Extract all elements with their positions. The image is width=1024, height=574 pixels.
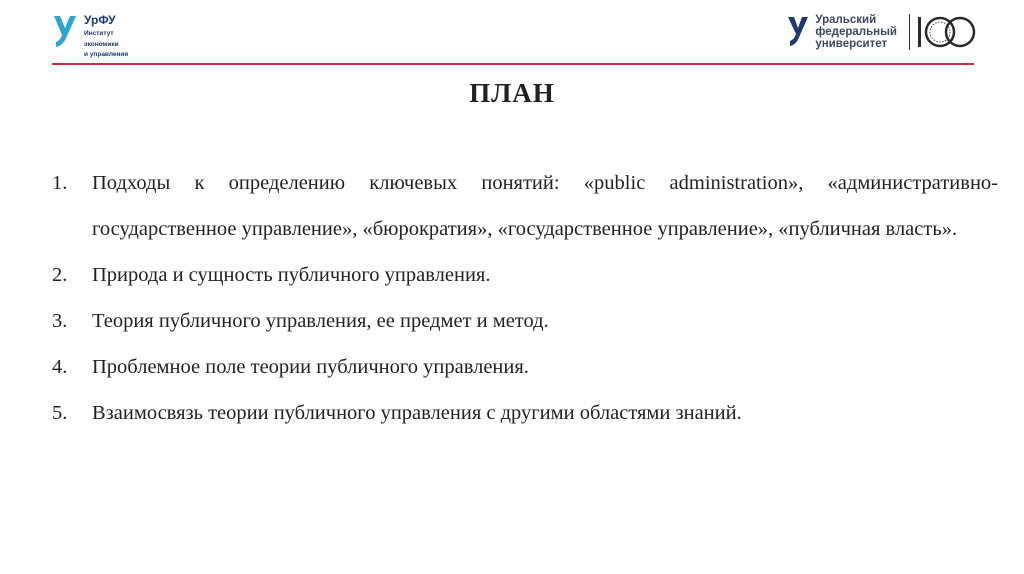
university-line: Уральский <box>815 14 877 26</box>
brand-name: УрФУ <box>84 13 116 27</box>
university-line: федеральный <box>815 26 897 38</box>
item-text: Теория публичного управления, ее предмет и метод. <box>92 310 549 332</box>
institute-logo[interactable] <box>52 14 128 59</box>
institute-line: и управления <box>84 51 129 58</box>
logo-divider <box>909 14 910 50</box>
university-logo[interactable] <box>787 14 976 50</box>
item-text: Взаимосвязь теории публичного управления с другими областями знаний. <box>92 402 742 424</box>
urfu-logo-icon <box>52 14 78 50</box>
item-number: 3. <box>52 310 68 332</box>
page-title: ПЛАН <box>469 78 555 108</box>
list-item <box>52 390 998 436</box>
institute-line: Институт <box>84 30 114 37</box>
item-text: Природа и сущность публичного управления. <box>92 264 491 286</box>
list-item <box>52 298 998 344</box>
item-text: Подходы к определению ключевых понятий: «public administration», «административно-государственное управление», «бюрократия», «государственное управление», «публичная власть». <box>92 172 998 240</box>
header-divider <box>52 63 974 65</box>
urfu-u-icon <box>787 15 809 49</box>
item-number: 1. <box>52 172 68 194</box>
header <box>0 0 1024 64</box>
item-number: 5. <box>52 402 68 424</box>
item-number: 2. <box>52 264 68 286</box>
item-text: Проблемное поле теории публичного управления. <box>92 356 529 378</box>
item-number: 4. <box>52 356 68 378</box>
university-line: университет <box>815 38 888 50</box>
institute-line: экономики <box>84 40 119 48</box>
list-item <box>52 160 998 252</box>
urfu-100-emblem-icon <box>916 14 976 50</box>
list-item <box>52 252 998 298</box>
plan-list <box>52 160 998 436</box>
list-item <box>52 344 998 390</box>
